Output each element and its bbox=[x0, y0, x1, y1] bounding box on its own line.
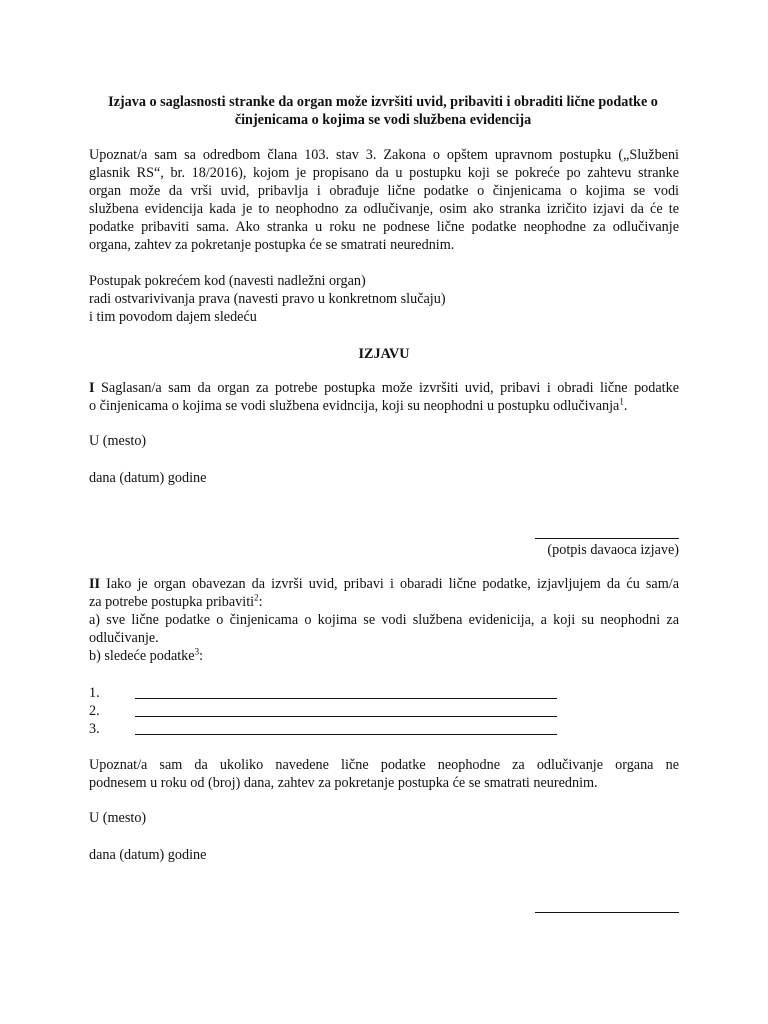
section-1-numeral: I bbox=[89, 380, 95, 396]
section-2-place: U (mesto) bbox=[89, 810, 147, 826]
intro-line: službena evidencija kada je to neophodno za odlučivanje, osim ako stranka izričito izjavi da će te bbox=[89, 201, 679, 217]
section-2-line: za potrebe postupka pribaviti$^2$: bbox=[89, 592, 263, 610]
procedure-paragraph bbox=[89, 272, 679, 326]
statement-heading: IZJAVU bbox=[358, 346, 410, 362]
section-2-numeral: II bbox=[89, 576, 101, 592]
section-2-option-a: odlučivanje. bbox=[89, 630, 159, 646]
title-line: činjenicama o kojima se vodi službena evidencija bbox=[234, 112, 532, 128]
intro-line: organ može da vrši uvid, pribavlja i obrađuje lične podatke o činjenicama o kojima se vodi bbox=[89, 183, 679, 199]
section-1-line: I Saglasan/a sam da organ za potrebe postupka može izvršiti uvid, pribavi i obradi lične podatke bbox=[89, 380, 679, 396]
intro-line: Upoznat/a sam sa odredbom člana 103. stav 3. Zakona o opštem upravnom postupku („Službeni bbox=[89, 147, 679, 163]
list-number: 1. bbox=[89, 685, 100, 701]
section-1-paragraph bbox=[89, 379, 679, 415]
procedure-line: radi ostvarivivanja prava (navesti pravo u konkretnom slučaju) bbox=[89, 291, 446, 307]
intro-line: glasnik RS“, br. 18/2016), kojom je propisano da u postupku koji se pokreće po zahtevu stranke bbox=[89, 165, 679, 181]
blank-fill-line bbox=[135, 734, 557, 735]
signature-caption: (potpis davaoca izjave) bbox=[547, 542, 679, 558]
section-2-line: II Iako je organ obavezan da izvrši uvid, pribavi i obaradi lične podatke, izjavljujem da ću sam/a bbox=[89, 576, 679, 592]
section-2-option-b: b) sledeće podatke$^3$: bbox=[89, 646, 204, 664]
blank-fill-line bbox=[135, 716, 557, 717]
footnote-marker: 1 bbox=[619, 396, 624, 407]
intro-line: organa, zahtev za pokretanje postupka će se smatrati neurednim. bbox=[89, 237, 455, 253]
intro-paragraph bbox=[89, 146, 679, 254]
signature-line bbox=[535, 538, 679, 539]
section-2-date: dana (datum) godine bbox=[89, 847, 207, 863]
signature-line bbox=[535, 912, 679, 913]
intro-line: podatke pribaviti sama. Ako stranka u roku ne podnese lične podatke neophodne za odlučivanje bbox=[89, 219, 679, 235]
blank-fill-line bbox=[135, 698, 557, 699]
list-number: 2. bbox=[89, 703, 100, 719]
section-1-line: o činjenicama o kojima se vodi službena evidncija, koji su neophodni u postupku odlučivanja$^1$. bbox=[89, 396, 628, 414]
list-number: 3. bbox=[89, 721, 100, 737]
footnote-marker: 3 bbox=[194, 646, 200, 657]
section-1-place: U (mesto) bbox=[89, 433, 147, 449]
section-2-paragraph bbox=[89, 575, 679, 665]
title-line: Izjava o saglasnosti stranke da organ može izvršiti uvid, pribaviti i obraditi lične podatke o bbox=[108, 94, 658, 110]
section-1-date: dana (datum) godine bbox=[89, 470, 207, 486]
procedure-line: Postupak pokrećem kod (navesti nadležni organ) bbox=[89, 273, 366, 289]
section-2-option-a: a) sve lične podatke o činjenicama o kojima se vodi službena evidenicija, a koji su neophodni za bbox=[89, 612, 679, 628]
closing-paragraph bbox=[89, 756, 679, 792]
procedure-line: i tim povodom dajem sledeću bbox=[89, 309, 257, 325]
closing-line: podnesem u roku od (broj) dana, zahtev za pokretanje postupka će se smatrati neurednim. bbox=[89, 775, 598, 791]
footnote-marker: 2 bbox=[254, 592, 259, 603]
document-title bbox=[86, 93, 680, 129]
closing-line: Upoznat/a sam da ukoliko navedene lične podatke neophodne za odlučivanje organa ne bbox=[89, 757, 679, 773]
